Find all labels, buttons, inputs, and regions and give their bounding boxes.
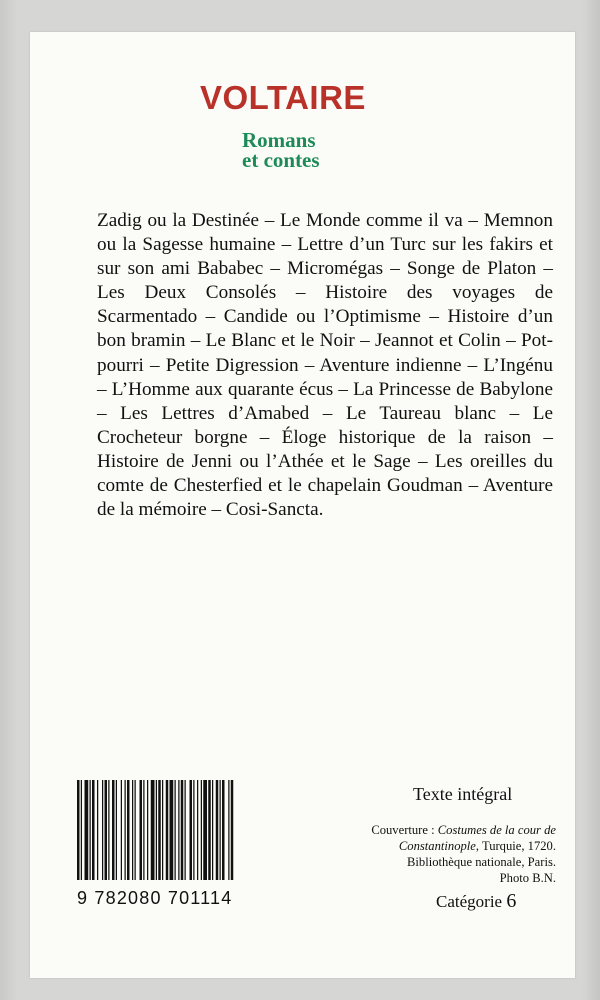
barcode-bar (170, 780, 174, 880)
barcode-bar (197, 780, 198, 880)
barcode-bar (132, 780, 133, 880)
barcode-bar (81, 780, 82, 880)
barcode-bar (105, 780, 108, 880)
cover-credits (330, 822, 556, 886)
barcode-bar (102, 780, 103, 880)
barcode-bar (228, 780, 229, 880)
barcode-bar (201, 780, 202, 880)
barcode-bar (203, 780, 207, 880)
subtitle-line-2: et contes (242, 148, 320, 172)
barcode-bar (175, 780, 176, 880)
credit-origin: , Turquie, 1720. (475, 839, 556, 853)
barcode-bar (77, 780, 80, 880)
barcode-bar (112, 780, 115, 880)
barcode-bar (151, 780, 155, 880)
category-text: Catégorie (436, 892, 507, 911)
barcode-bar (185, 780, 186, 880)
barcode-bar (220, 780, 221, 880)
barcode-bar (116, 780, 117, 880)
book-subtitle (242, 130, 362, 170)
barcode (75, 780, 290, 880)
barcode-bar (140, 780, 143, 880)
barcode-bar (231, 780, 234, 880)
barcode-bar (212, 780, 213, 880)
barcode-bar (121, 780, 122, 880)
barcode-bar (208, 780, 211, 880)
contents-list: Zadig ou la Destinée – Le Monde comme il va – Memnon ou la Sagesse humaine – Lettre d’un Turc sur les fakirs et sur son ami Bababec – Micromégas – Songe de Platon – Les Deux Consolés – Histoire des voyages de Scarmentado – Candide ou l’Optimisme – Histoire d’un bon bramin – Le Blanc et le Noir – Jeannot et Colin – Pot-pourri – Petite Digression – Aventure indienne – L’Ingénu – L’Homme aux quarante écus – La Princesse de Babylone – Les Lettres d’Amabed – Le Taureau blanc – Le Crocheteur borgne – Éloge historique de la raison – Histoire de Jenni ou l’Athée et le Sage – Les oreilles du comte de Chesterfied et le chapelain Goudman – Aventure de la mémoire – Cosi-Sancta. (97, 210, 553, 521)
barcode-bar (125, 780, 126, 880)
subtitle-line-1: Romans (242, 128, 316, 152)
credit-label: Couverture : (371, 823, 438, 837)
barcode-bar (216, 780, 219, 880)
barcode-bar (90, 780, 91, 880)
barcode-bar (108, 780, 109, 880)
barcode-bar (127, 780, 130, 880)
barcode-bar (166, 780, 169, 880)
barcode-bar (156, 780, 157, 880)
barcode-bar (85, 780, 89, 880)
barcode-bar (97, 780, 98, 880)
barcode-bar (135, 780, 136, 880)
barcode-bar (193, 780, 194, 880)
isbn-number: 9 782080 701114 (77, 888, 233, 908)
barcode-bar (222, 780, 225, 880)
credit-line (330, 822, 556, 854)
credit-title: Costumes de la cour de Constantinople (398, 823, 556, 853)
credit-photo: Photo B.N. (499, 871, 556, 885)
barcode-bar (181, 780, 184, 880)
back-cover-page (30, 32, 575, 978)
category-label (436, 890, 516, 913)
author-name: VOLTAIRE (200, 79, 366, 116)
barcode-bar (178, 780, 179, 880)
category-number: 6 (506, 890, 517, 912)
barcode-bar (190, 780, 193, 880)
barcode-bar (143, 780, 144, 880)
barcode-bar (158, 780, 161, 880)
barcode-bar (147, 780, 148, 880)
credit-library: Bibliothèque nationale, Paris. (407, 855, 556, 869)
barcode-bar (92, 780, 95, 880)
barcode-bar (162, 780, 163, 880)
texte-integral-label: Texte intégral (413, 784, 513, 804)
